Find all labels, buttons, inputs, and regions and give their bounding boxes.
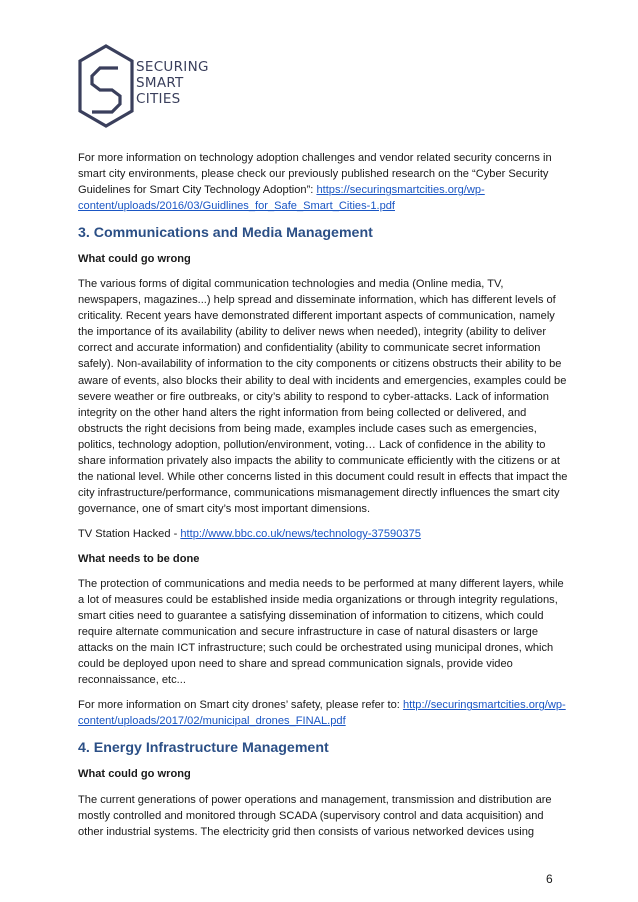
section-3-title: 3. Communications and Media Management <box>78 225 373 242</box>
section-3-wrong-paragraph: The various forms of digital communication technologies and media (Online media, TV, newspapers, magazines...) help spread and disseminate information, which has different levels of criticality. Recent years have demonstrated different important aspects of communication, namely the importance of its availability (ability to deliver news when needed), integrity (ability to deliver correct and accurate information) and confidentiality (ability to communicate secret information safely). Non-availability of information to the city components or citizens obstructs their ability to be aware of events, also blocks their ability to deal with incidents and emergencies, examples could be severe weather or fire outbreaks, or city’s ability to respond to cyber-attacks. Lack of information integrity on the other hand alters the right information from being collected or delivered, and obstructs the right decisions from being made, examples include cases such as emergencies, politics, technology adoption, pollution/environment, voting… Lack of confidence in the ability to share information privately also impacts the ability to communicate efficiently with the citizens or at the national level. While other concerns listed in this document could result in effects that impact the city infrastructure/performance, communications mismanagement directly influences the smart city governance, one of smart city’s most important dimensions. <box>78 278 568 515</box>
section-4-title: 4. Energy Infrastructure Management <box>78 740 329 757</box>
intro-text: For more information on technology adoption challenges and vendor related security concerns in smart city environments, please check our previously published research on the “Cyber Security Guidelines for Smart City Technology Adoption”: <box>78 152 552 197</box>
logo-line-3: CITIES <box>136 91 181 107</box>
logo <box>78 44 208 128</box>
drones-text: For more information on Smart city drones’ safety, please refer to: <box>78 699 403 712</box>
drones-reference <box>78 697 568 729</box>
logo-line-2: SMART <box>136 75 184 91</box>
logo-line-1: SECURING <box>136 59 209 75</box>
page-number: 6 <box>546 872 553 886</box>
drones-link[interactable]: http://securingsmartcities.org/wp-content/uploads/2017/02/municipal_drones_FINAL.pdf <box>78 699 566 728</box>
section-3-done-paragraph: The protection of communications and media needs to be performed at many different layers, while a lot of measures could be established inside media organizations or through integrity regulations, smart cities need to guarantee a satisfying dissemination of information to citizens, which could require alternate communication and secure infrastructure in case of natural disasters or large attacks on the main ICT infrastructure; such could be orchestrated using municipal drones, which could be deployed upon need to share and spread communication signals, provide video reconnaissance, etc... <box>78 578 564 687</box>
section-3-done-heading: What needs to be done <box>78 552 200 565</box>
guidelines-link[interactable]: https://securingsmartcities.org/wp-content/uploads/2016/03/Guidlines_for_Safe_Smart_Cities-1.pdf <box>78 184 485 213</box>
section-4-wrong-heading: What could go wrong <box>78 768 191 781</box>
document-body <box>78 150 568 849</box>
bbc-link[interactable]: http://www.bbc.co.uk/news/technology-37590375 <box>180 527 421 540</box>
section-4-wrong-paragraph: The current generations of power operations and management, transmission and distribution are mostly controlled and monitored through SCADA (supervisory control and data acquisition) and other industrial systems. The electricity grid then consists of various networked devices using <box>78 793 552 838</box>
tv-station-label: TV Station Hacked - <box>78 527 181 540</box>
tv-station-reference <box>78 526 568 542</box>
intro-paragraph <box>78 150 568 214</box>
logo-wordmark <box>136 59 209 107</box>
section-3-wrong-heading: What could go wrong <box>78 253 191 266</box>
logo-mark-icon <box>78 44 134 128</box>
